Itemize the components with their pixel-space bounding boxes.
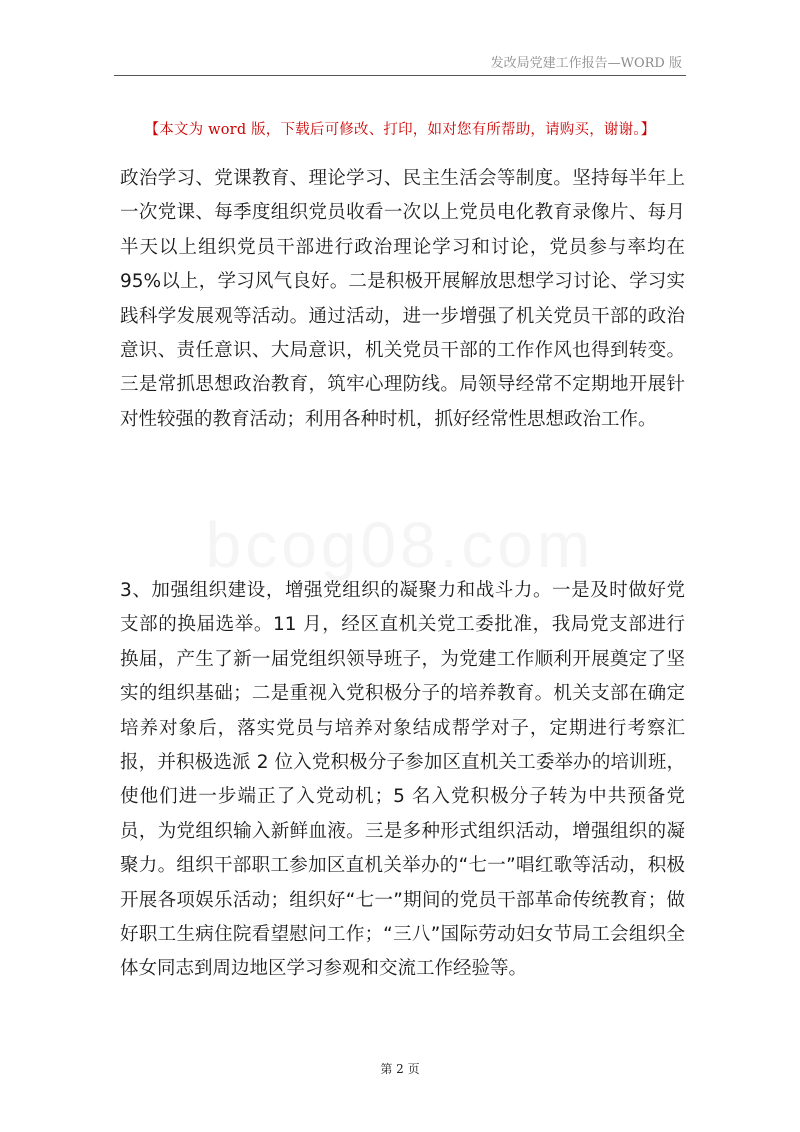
paragraph-text: 政治学习、党课教育、理论学习、民主生活会等制度。坚持每半年上一次党课、每季度组织党员收看一次以上党员电化教育录像片、每月半天以上组织党员干部进行政治理论学习和讨论，党员参与率均在95%以上，学习风气良好。二是积极开展解放思想学习讨论、学习实践科学发展观等活动。通过活动，进一步增强了机关党员干部的政治意识、责任意识、大局意识，机关党员干部的工作作风也得到转变。三是常抓思想政治教育，筑牢心理防线。局领导经常不定期地开展针对性较强的教育活动；利用各种时机，抓好经常性思想政治工作。 <box>120 168 685 430</box>
purchase-notice: 【本文为 word 版，下载后可修改、打印，如对您有所帮助，请购买，谢谢。】 <box>144 122 656 138</box>
paragraph-text: 3、加强组织建设，增强党组织的凝聚力和战斗力。一是及时做好党支部的换届选举。11 月，经区直机关党工委批准，我局党支部进行换届，产生了新一届党组织领导班子，为党建工作顺利开展奠定了坚实的组织基础；二是重视入党积极分子的培养教育。机关支部在确定培养对象后，落实党员与培养对象结成帮学对子，定期进行考察汇报，并积极选派 2 位入党积极分子参加区直机关工委举办的培训班，使他们进一步端正了入党动机；5 名入党积极分子转为中共预备党员，为党组织输入新鲜血液。三是多种形式组织活动，增强组织的凝聚力。组织干部职工参加区直机关举办的“七一”唱红歌等活动，积极开展各项娱乐活动；组织好“七一”期间的党员干部革命传统教育；做好职工生病住院看望慰问工作；“三八”国际劳动妇女节局工会组织全体女同志到周边地区学习参观和交流工作经验等。 <box>120 580 685 980</box>
watermark: bcog08.com <box>205 509 595 581</box>
header-divider <box>114 75 686 76</box>
body-paragraph-2 <box>120 574 685 987</box>
header-title: 发改局党建工作报告—WORD 版 <box>490 56 682 71</box>
body-paragraph-1 <box>120 162 685 437</box>
page-number: 第 2 页 <box>380 1062 420 1076</box>
